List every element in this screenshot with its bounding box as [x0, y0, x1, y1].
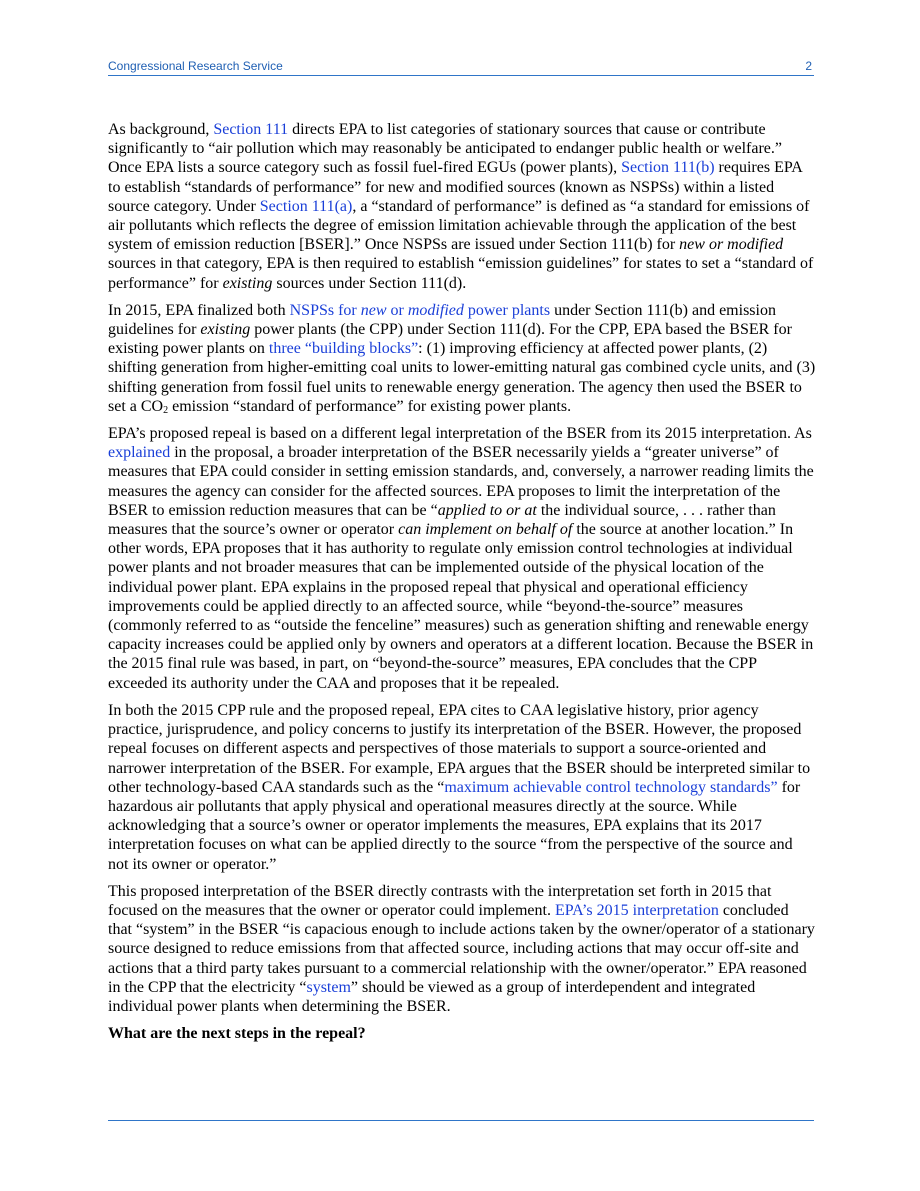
paragraph-contrast: This proposed interpretation of the BSER directly contrasts with the interpretation set forth in 2015 that focused on the measures that the owner or operator could implement. EPA’s 2015 interpretation concluded that “system” in the BSER “is capacious enough to include actions taken by the owner/operator of a stationary source designed to reduce emissions from that affected source, including actions that may occur off-site and actions that a third party takes pursuant to a commercial relationship with the owner/operator.” EPA reasoned in the CPP that the electricity “system” should be viewed as a group of interdependent and integrated individual power plants when determining the BSER. [108, 882, 815, 1015]
header-org: Congressional Research Service [108, 59, 283, 73]
document-body [108, 120, 816, 1043]
link-nsps-power-plants[interactable]: NSPSs for new or modified power plants [289, 301, 551, 319]
link-explained[interactable]: explained [108, 444, 171, 462]
paragraph-legislative-history: In both the 2015 CPP rule and the proposed repeal, EPA cites to CAA legislative history, prior agency practice, jurisprudence, and policy concerns to justify its interpretation of the BSER. However, the proposed repeal focuses on different aspects and perspectives of those materials to support a source-oriented and narrower interpretation of the BSER. For example, EPA argues that the BSER should be interpreted similar to other technology-based CAA standards such as the “maximum achievable control technology standards” for hazardous air pollutants that apply physical and operational measures directly at the source. While acknowledging that a source’s owner or operator implements the measures, EPA explains that its 2017 interpretation focuses on what can be applied directly to the source “from the perspective of the source and not its owner or operator.” [108, 701, 811, 873]
link-section-111[interactable]: Section 111 [213, 121, 289, 138]
paragraph-background: As background, Section 111 directs EPA to list categories of stationary sources that cause or contribute significantly to “air pollution which may reasonably be anticipated to endanger public health or welfare.” Once EPA lists a source category such as fossil fuel-fired EGUs (power plants), Section 111(b) requires EPA to establish “standards of performance” for new and modified sources (known as NSPSs) within a listed source category. Under Section 111(a), a “standard of performance” is defined as “a standard for emissions of air pollutants which reflects the degree of emission limitation achievable through the application of the best system of emission reduction [BSER].” Once NSPSs are issued under Section 111(b) for new or modified sources in that category, EPA is then required to establish “emission guidelines” for states to set a “standard of performance” for existing sources under Section 111(d). [108, 121, 814, 292]
link-epa-2015-interpretation[interactable]: EPA’s 2015 interpretation [554, 901, 719, 919]
link-building-blocks[interactable]: three “building blocks” [268, 340, 419, 358]
page-number: 2 [805, 59, 812, 73]
page-header [108, 57, 814, 76]
link-section-111b[interactable]: Section 111(b) [621, 159, 715, 177]
section-heading-next-steps: What are the next steps in the repeal? [108, 1025, 366, 1043]
footer-rule [108, 1120, 814, 1121]
link-system[interactable]: system [306, 978, 351, 996]
link-section-111a[interactable]: Section 111(a) [259, 197, 353, 215]
link-mact-standards[interactable]: maximum achievable control technology standards” [444, 778, 778, 796]
paragraph-proposed-repeal: EPA’s proposed repeal is based on a different legal interpretation of the BSER from its 2015 interpretation. As explained in the proposal, a broader interpretation of the BSER necessarily yields a “greater universe” of measures that EPA could consider in setting emission standards, and, conversely, a narrower reading limits the measures the agency can consider for the affected sources. EPA proposes to limit the interpretation of the BSER to emission reduction measures that can be “applied to or at the individual source, . . . rather than measures that the source’s owner or operator can implement on behalf of the source at another location.” In other words, EPA proposes that it has authority to regulate only emission control technologies at individual power plants and not broader measures that can be implemented outside of the physical location of the individual power plant. EPA explains in the proposed repeal that physical and operational efficiency improvements could be applied directly to an affected source, while “beyond-the-source” measures (commonly referred to as “outside the fenceline” measures) such as generation shifting and renewable energy capacity increases could be applied only by owners and operators at a different location. Because the BSER in the 2015 final rule was based, in part, on “beyond-the-source” measures, EPA concludes that the CPP exceeded its authority under the CAA and proposes that it be repealed. [108, 425, 814, 692]
paragraph-2015-rules: In 2015, EPA finalized both NSPSs for new or modified power plants under Section 111(b) and emission guidelines for existing power plants (the CPP) under Section 111(d). For the CPP, EPA based the BSER for existing power plants on three “building blocks”: (1) improving efficiency at affected power plants, (2) shifting generation from higher-emitting coal units to lower-emitting natural gas combined cycle units, and (3) shifting generation from fossil fuel units to renewable energy generation. The agency then used the BSER to set a $CO_2$ emission “standard of performance” for existing power plants. [108, 301, 816, 416]
